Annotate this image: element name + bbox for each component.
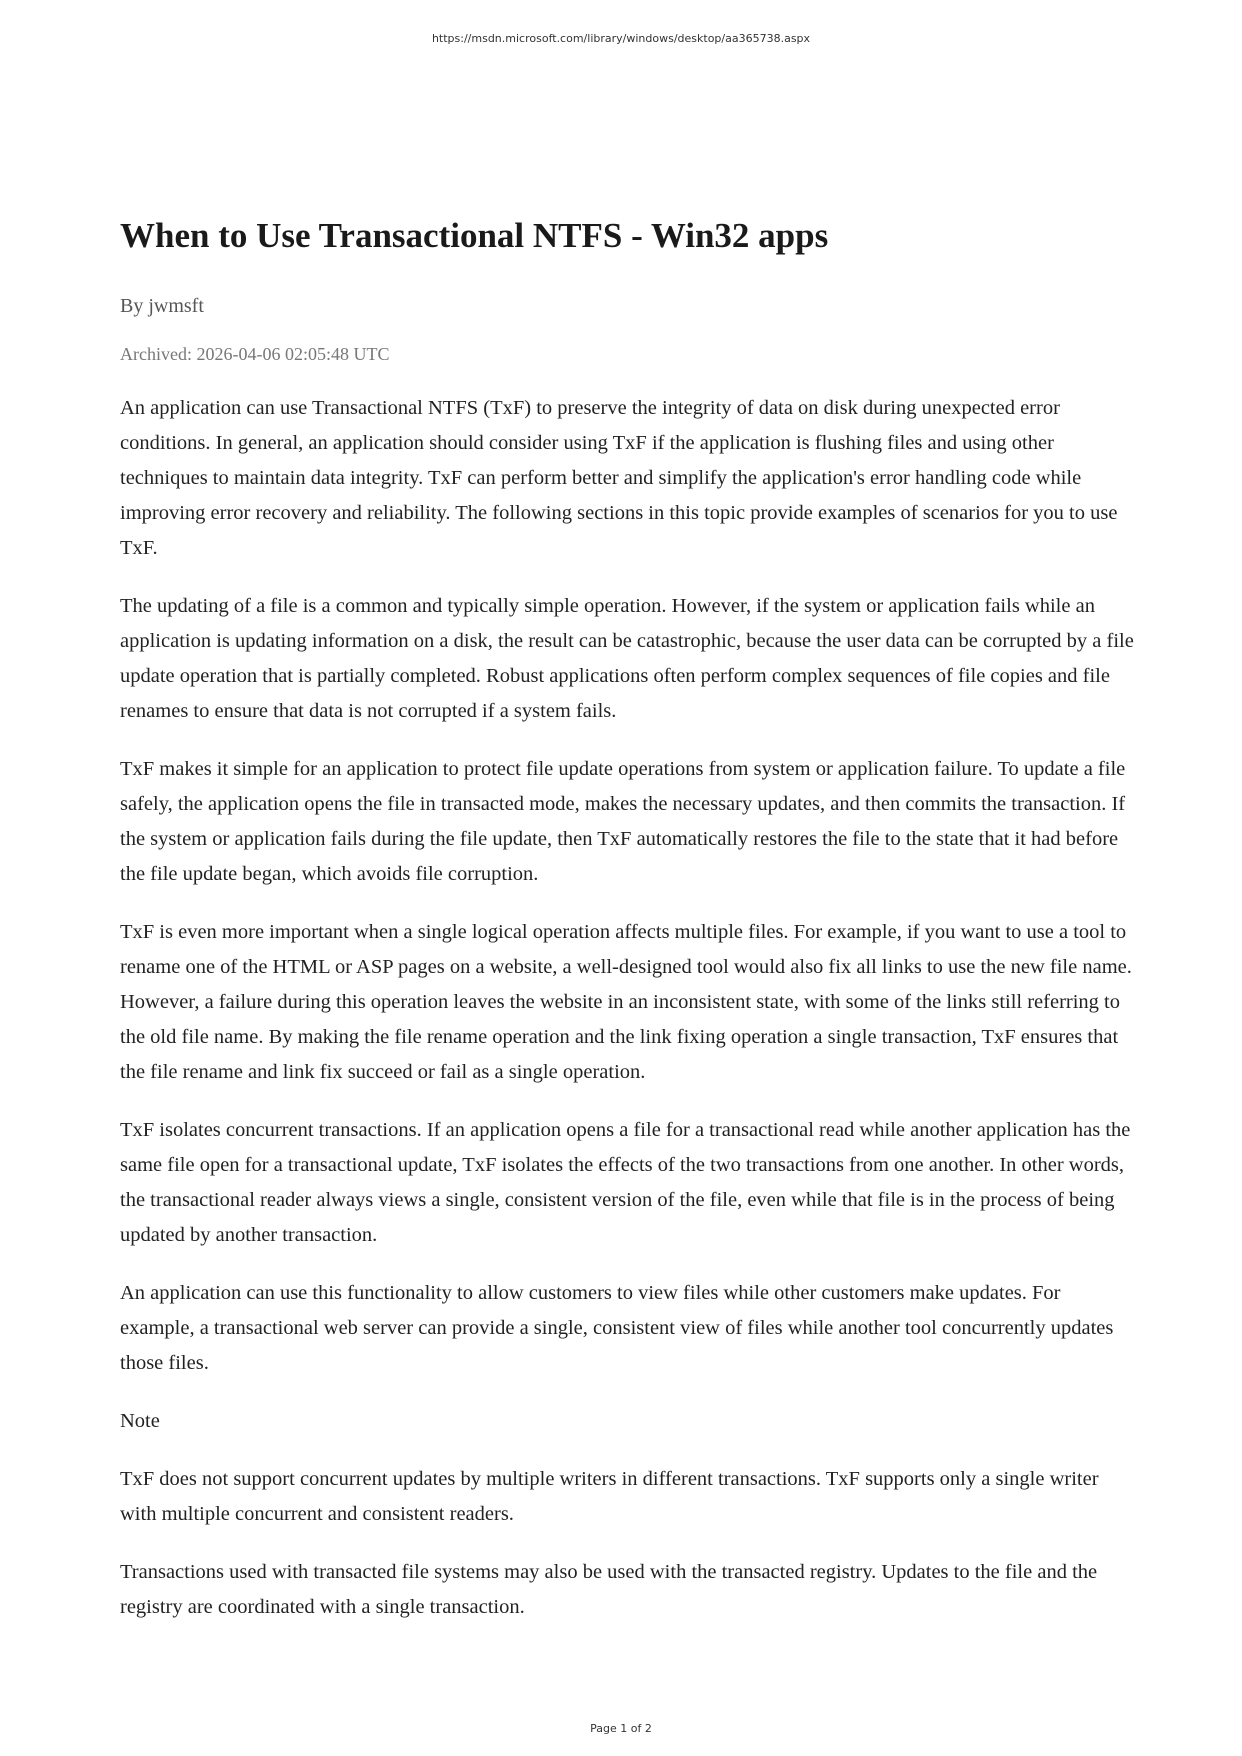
paragraph: An application can use this functionality to allow customers to view files while other customers make updates. For example, a transactional web server can provide a single, consistent view of files while another tool concurrently updates those files. [120, 1282, 1114, 1374]
article-body [120, 391, 1140, 1625]
author-byline: By jwmsft [120, 295, 204, 317]
paragraph: The updating of a file is a common and typically simple operation. However, if the system or application fails while an application is updating information on a disk, the result can be catastrophic, because the user data can be corrupted by a file update operation that is partially completed. Robust applications often perform complex sequences of file copies and file renames to ensure that data is not corrupted if a system fails. [120, 595, 1134, 722]
note-text: TxF does not support concurrent updates by multiple writers in different transactions. TxF supports only a single writer with multiple concurrent and consistent readers. [120, 1468, 1099, 1525]
paragraph: TxF makes it simple for an application to protect file update operations from system or application failure. To update a file safely, the application opens the file in transacted mode, makes the necessary updates, and then commits the transaction. If the system or application fails during the file update, then TxF automatically restores the file to the state that it had before the file update began, which avoids file corruption. [120, 758, 1126, 885]
page-number: Page 1 of 2 [590, 1722, 652, 1735]
paragraph: TxF isolates concurrent transactions. If an application opens a file for a transactional read while another application has the same file open for a transactional update, TxF isolates the effects of the two transactions from one another. In other words, the transactional reader always views a single, consistent version of the file, even while that file is in the process of being updated by another transaction. [120, 1119, 1131, 1246]
archived-timestamp: Archived: 2026-04-06 02:05:48 UTC [120, 344, 390, 364]
paragraph: An application can use Transactional NTFS (TxF) to preserve the integrity of data on disk during unexpected error conditions. In general, an application should consider using TxF if the application is flushing files and using other techniques to maintain data integrity. TxF can perform better and simplify the application's error handling code while improving error recovery and reliability. The following sections in this topic provide examples of scenarios for you to use TxF. [120, 397, 1118, 559]
note-label: Note [120, 1410, 160, 1432]
paragraph: Transactions used with transacted file systems may also be used with the transacted registry. Updates to the file and the registry are coordinated with a single transaction. [120, 1561, 1098, 1618]
page-title: When to Use Transactional NTFS - Win32 apps [120, 216, 829, 255]
source-url: https://msdn.microsoft.com/library/windows/desktop/aa365738.aspx [431, 32, 811, 45]
article [120, 212, 1140, 1648]
paragraph: TxF is even more important when a single logical operation affects multiple files. For example, if you want to use a tool to rename one of the HTML or ASP pages on a website, a well-designed tool would also fix all links to use the new file name. However, a failure during this operation leaves the website in an inconsistent state, with some of the links still referring to the old file name. By making the file rename operation and the link fixing operation a single transaction, TxF ensures that the file rename and link fix succeed or fail as a single operation. [120, 921, 1132, 1083]
